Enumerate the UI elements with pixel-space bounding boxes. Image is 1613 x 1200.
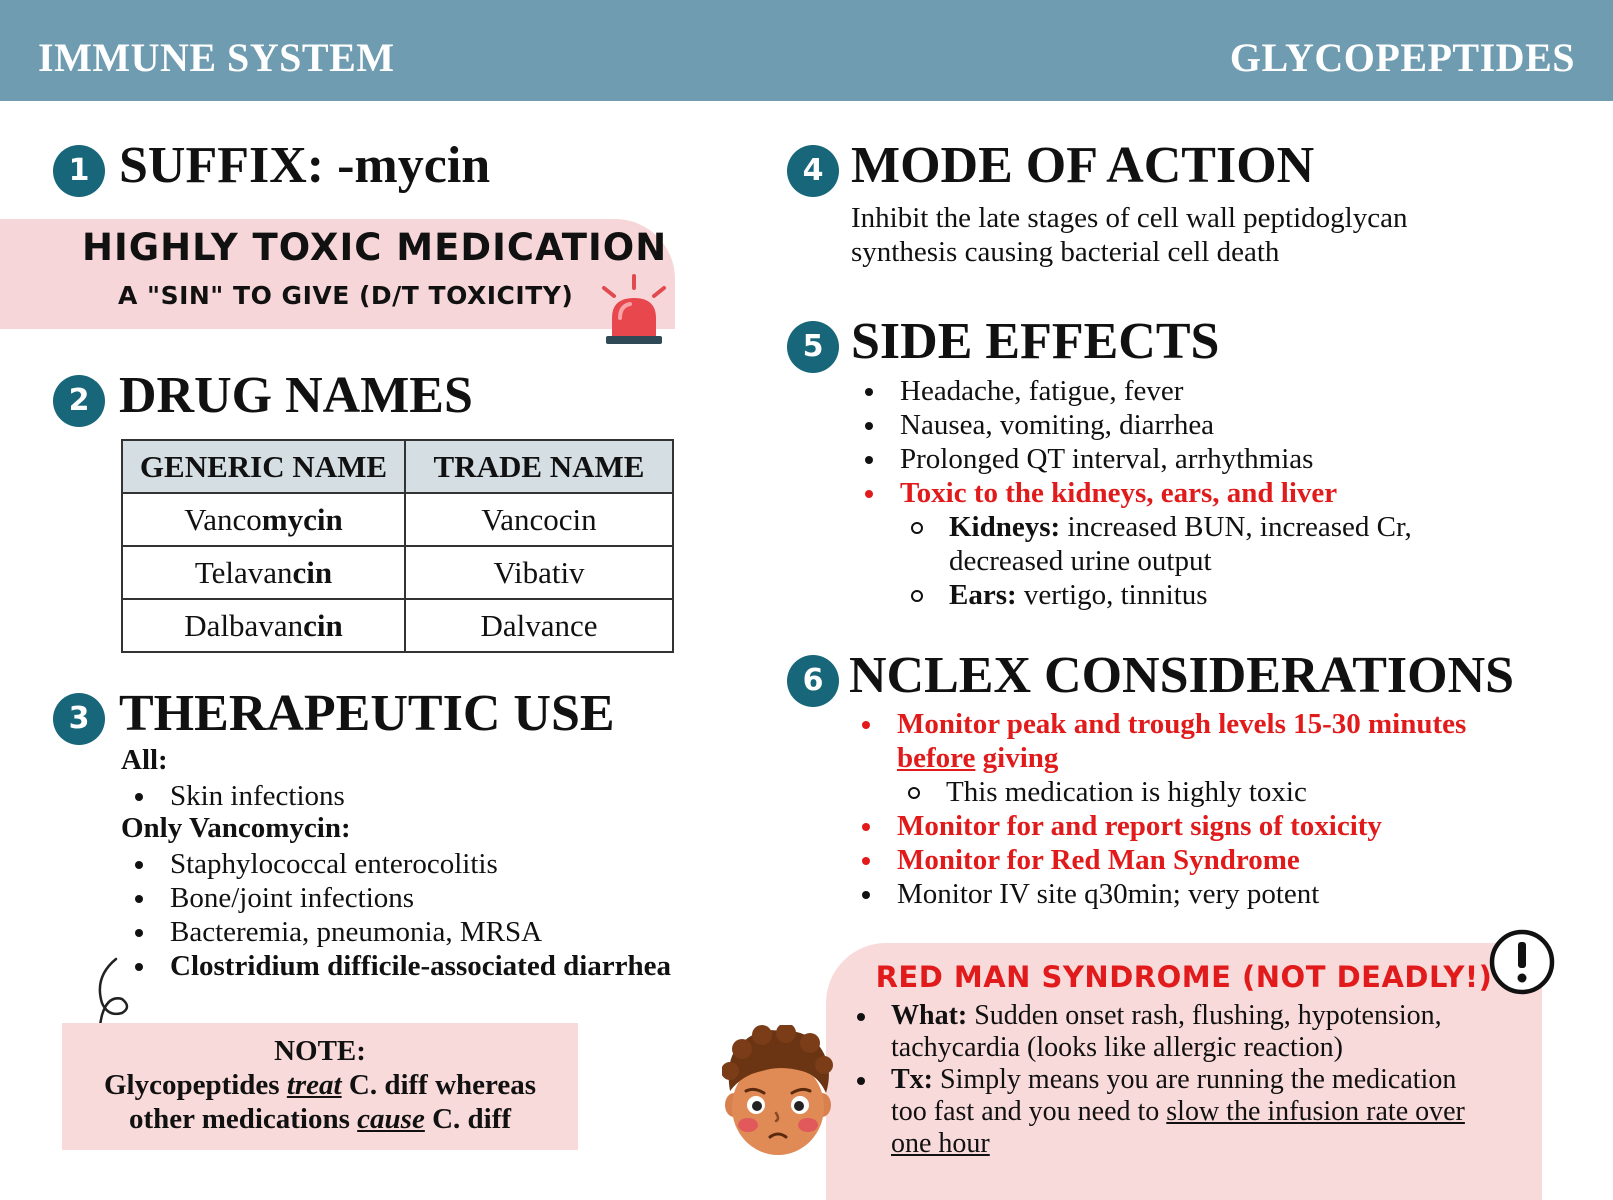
- list-item: Monitor IV site q30min; very potent: [848, 877, 1466, 911]
- side-effects-list: [851, 374, 1412, 612]
- list-item: Clostridium difficile-associated diarrhea: [121, 949, 671, 983]
- rms-what: What: Sudden onset rash, flushing, hypotension,: [851, 1000, 1531, 1032]
- mode-of-action-text: Inhibit the late stages of cell wall peptidoglycan synthesis causing bacterial cell death: [851, 202, 1408, 268]
- nclex-list: [848, 707, 1466, 911]
- toxic-banner-heading: HIGHLY TOXIC MEDICATION: [82, 226, 668, 269]
- section-number-4: 4: [787, 145, 839, 197]
- list-item: Monitor for Red Man Syndrome: [848, 843, 1466, 877]
- list-item: Monitor peak and trough levels 15-30 minutes: [848, 707, 1466, 741]
- drug-names-table: [121, 439, 674, 653]
- list-item: Headache, fatigue, fever: [851, 374, 1412, 408]
- generic-name-cell: Dalbavancin: [122, 599, 405, 652]
- header-topic: IMMUNE SYSTEM: [38, 35, 395, 80]
- list-item-toxicity: Toxic to the kidneys, ears, and liver: [851, 476, 1412, 510]
- sub-item-kidneys: Kidneys: increased BUN, increased Cr,: [851, 510, 1412, 544]
- exclamation-circle-icon: [1488, 928, 1556, 996]
- section-number-6: 6: [787, 655, 839, 707]
- list-item: Bacteremia, pneumonia, MRSA: [121, 915, 671, 949]
- section-number-5: 5: [787, 321, 839, 373]
- generic-name-cell: Vancomycin: [122, 493, 405, 546]
- list-item-continued: before giving: [897, 742, 1059, 774]
- note-line-2: other medications cause C. diff: [128, 1103, 512, 1135]
- siren-alarm-icon: [596, 274, 672, 354]
- list-item: Skin infections: [121, 779, 345, 813]
- column-header-generic: GENERIC NAME: [122, 440, 405, 493]
- all-uses-list: [121, 779, 345, 813]
- list-item: Bone/joint infections: [121, 881, 671, 915]
- section-number-3: 3: [53, 693, 105, 745]
- sub-item-kidneys-continued: decreased urine output: [949, 545, 1212, 577]
- table-row: [122, 546, 673, 599]
- list-item: Staphylococcal enterocolitis: [121, 847, 671, 881]
- rms-treatment-continued: too fast and you need to slow the infusion rate over: [891, 1096, 1465, 1127]
- red-man-syndrome-title: RED MAN SYNDROME (NOT DEADLY!): [875, 960, 1493, 994]
- section-number-2: 2: [53, 375, 105, 427]
- table-header-row: [122, 440, 673, 493]
- note-title: NOTE:: [274, 1035, 366, 1067]
- list-item: Prolonged QT interval, arrhythmias: [851, 442, 1412, 476]
- table-row: [122, 599, 673, 652]
- drug-names-title: DRUG NAMES: [119, 367, 473, 424]
- therapeutic-use-title: THERAPEUTIC USE: [119, 685, 615, 742]
- rms-treatment-continued-2: one hour: [891, 1128, 990, 1159]
- sub-item: This medication is highly toxic: [848, 775, 1466, 809]
- red-man-syndrome-details: [851, 1000, 1531, 1160]
- list-item: Nausea, vomiting, diarrhea: [851, 408, 1412, 442]
- all-label: All:: [121, 744, 168, 776]
- suffix-title: SUFFIX: -mycin: [119, 137, 491, 194]
- trade-name-cell: Dalvance: [405, 599, 673, 652]
- nclex-title: NCLEX CONSIDERATIONS: [849, 647, 1515, 704]
- note-line-1: Glycopeptides treat C. diff whereas: [103, 1069, 537, 1101]
- sub-item-ears: Ears: vertigo, tinnitus: [851, 578, 1412, 612]
- section-number-1: 1: [53, 145, 105, 197]
- flushed-face-icon: [722, 1025, 834, 1157]
- list-item: Monitor for and report signs of toxicity: [848, 809, 1466, 843]
- rms-treatment: Tx: Simply means you are running the medication: [851, 1064, 1531, 1096]
- note-text: [62, 1034, 578, 1136]
- vancomycin-uses-list: [121, 847, 671, 983]
- vancomycin-only-label: Only Vancomycin:: [121, 812, 351, 844]
- header-drug-class: GLYCOPEPTIDES: [1229, 35, 1575, 80]
- trade-name-cell: Vibativ: [405, 546, 673, 599]
- trade-name-cell: Vancocin: [405, 493, 673, 546]
- column-header-trade: TRADE NAME: [405, 440, 673, 493]
- mode-of-action-title: MODE OF ACTION: [851, 137, 1315, 194]
- toxic-banner-subheading: A "SIN" TO GIVE (D/T TOXICITY): [118, 281, 574, 310]
- table-row: [122, 493, 673, 546]
- side-effects-title: SIDE EFFECTS: [851, 313, 1220, 370]
- generic-name-cell: Telavancin: [122, 546, 405, 599]
- rms-what-continued: tachycardia (looks like allergic reaction): [891, 1032, 1343, 1063]
